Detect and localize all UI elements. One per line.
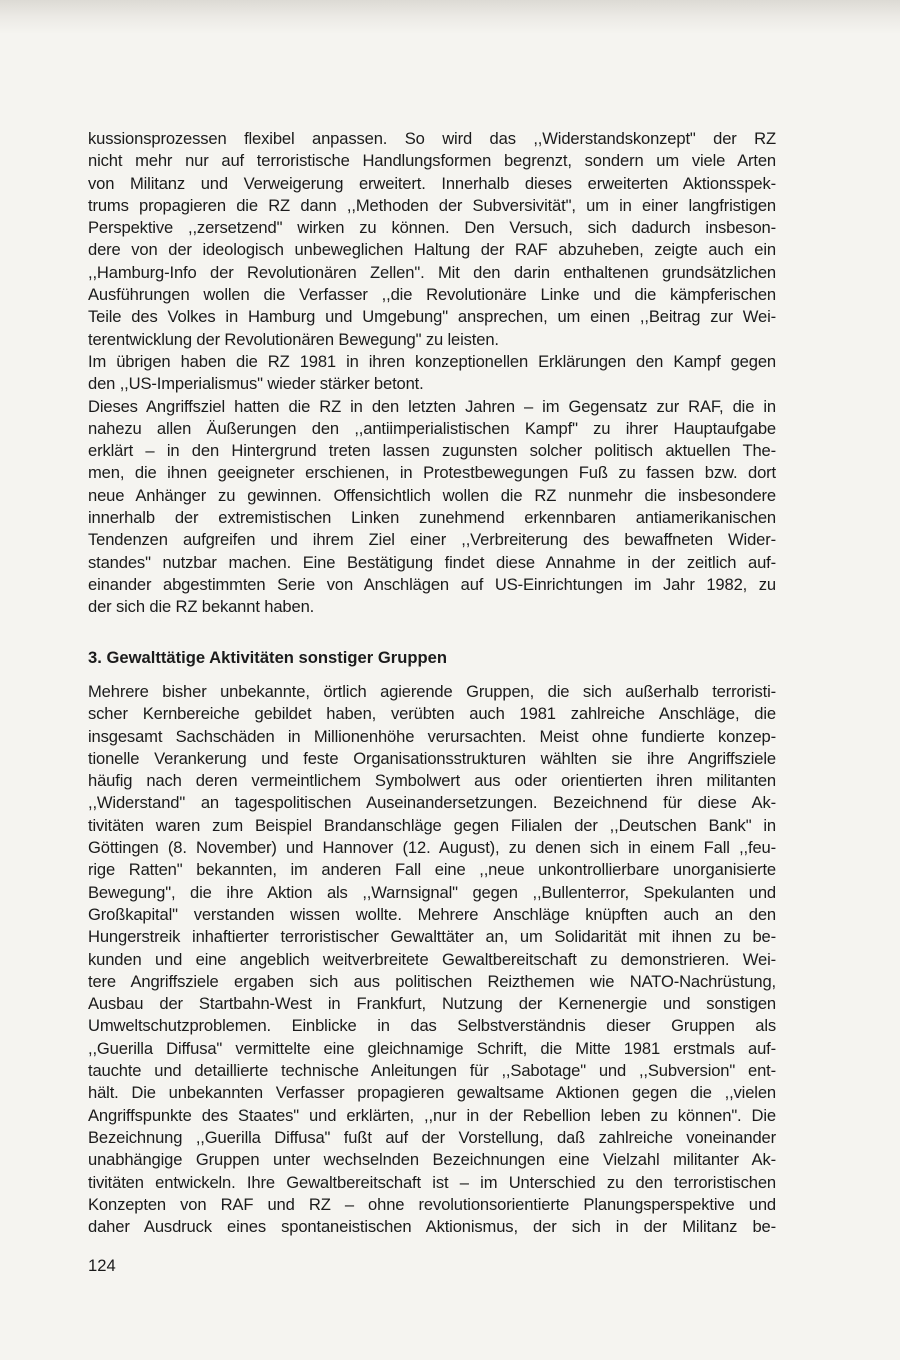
text-line: kunden und eine angeblich weitverbreitete Gewaltbereitschaft zu demonstrieren. Wei-	[88, 949, 776, 969]
body-text-lower	[88, 681, 776, 1238]
text-line: Umweltschutzproblemen. Einblicke in das Selbstverständnis dieser Gruppen als	[88, 1016, 776, 1036]
text-line: kussionsprozessen flexibel anpassen. So wird das ,,Widerstandskonzept" der RZ	[88, 129, 776, 148]
text-line: tere Angriffsziele ergaben sich aus politischen Reizthemen wie NATO-Nachrüstung,	[88, 971, 776, 991]
text-line: scher Kernbereiche gebildet haben, verübten auch 1981 zahlreiche Anschläge, die	[88, 704, 776, 724]
text-line: Konzepten von RAF und RZ – ohne revolutionsorientierte Planungsperspektive und	[88, 1194, 776, 1214]
text-line: Großkapital" verstanden wissen wollte. Mehrere Anschläge knüpften auch an den	[88, 904, 776, 924]
text-line: nicht mehr nur auf terroristische Handlungsformen begrenzt, sondern um viele Arten	[88, 151, 776, 171]
text-line: Dieses Angriffsziel hatten die RZ in den letzten Jahren – im Gegensatz zur RAF, die in	[88, 396, 776, 416]
text-line: insgesamt Sachschäden in Millionenhöhe verursachten. Meist ohne fundierte konzep-	[88, 726, 776, 746]
text-line: Perspektive ,,zersetzend" wirken zu können. Den Versuch, sich dadurch insbeson-	[88, 218, 776, 238]
text-line: Mehrere bisher unbekannte, örtlich agierende Gruppen, die sich außerhalb terroristi-	[88, 682, 776, 701]
text-line: tivitäten entwickeln. Ihre Gewaltbereitschaft ist – im Unterschied zu den terroristischen	[88, 1172, 776, 1192]
text-line: Bezeichnung ,,Guerilla Diffusa" fußt auf der Vorstellung, daß zahlreiche voneinander	[88, 1127, 776, 1147]
text-line: Im übrigen haben die RZ 1981 in ihren konzeptionellen Erklärungen den Kampf gegen	[88, 351, 776, 371]
section-heading: 3. Gewalttätige Aktivitäten sonstiger Gruppen	[88, 648, 447, 667]
page-number: 124	[88, 1256, 116, 1275]
text-line: hält. Die unbekannten Verfasser propagieren gewaltsame Aktionen gegen die ,,vielen	[88, 1083, 776, 1103]
text-line: rige Ratten" bekannten, im anderen Fall eine ,,neue unkontrollierbare unorganisierte	[88, 860, 776, 880]
text-line: Ausbau der Startbahn-West in Frankfurt, Nutzung der Kernenergie und sonstigen	[88, 994, 776, 1014]
text-line: von Militanz und Verweigerung erweitert. Innerhalb dieses erweiterten Aktionsspek-	[88, 173, 776, 193]
text-line: innerhalb der extremistischen Linken zunehmend erkennbaren antiamerikanischen	[88, 508, 776, 528]
text-line: daher Ausdruck eines spontaneistischen Aktionismus, der sich in der Militanz be-	[88, 1217, 776, 1237]
text-line: tionelle Verankerung und feste Organisationsstrukturen wählten sie ihre Angriffsziele	[88, 748, 776, 768]
text-line: Teile des Volkes in Hamburg und Umgebung" ansprechen, um einen ,,Beitrag zur Wei-	[88, 307, 776, 327]
text-line: Hungerstreik inhaftierter terroristischer Gewalttäter an, um Solidarität mit ihnen zu be-	[88, 927, 776, 947]
text-line: einander abgestimmten Serie von Anschlägen auf US-Einrichtungen im Jahr 1982, zu	[88, 574, 776, 594]
text-line: nahezu allen Äußerungen den ,,antiimperialistischen Kampf" zu ihrer Hauptaufgabe	[88, 418, 776, 438]
text-line: ,,Widerstand" an tagespolitischen Auseinandersetzungen. Bezeichnend für diese Ak-	[88, 793, 776, 813]
text-line: Göttingen (8. November) und Hannover (12. August), zu denen sich in einem Fall ,,feu-	[88, 838, 776, 858]
body-text-upper	[88, 128, 776, 619]
text-line: Bewegung", die ihre Aktion als ,,Warnsignal" gegen ,,Bullenterror, Spekulanten und	[88, 882, 776, 902]
text-line: trums propagieren die RZ dann ,,Methoden der Subversivität", um in einer langfristigen	[88, 195, 776, 215]
text-line: ,,Guerilla Diffusa" vermittelte eine gleichnamige Schrift, die Mitte 1981 erstmals auf-	[88, 1038, 776, 1058]
text-line: erklärt – in den Hintergrund treten lassen zugunsten solcher politisch aktuellen The-	[88, 441, 776, 461]
text-line: Angriffspunkte des Staates" und erklärten, ,,nur in der Rebellion leben zu können". Die	[88, 1105, 776, 1125]
text-line: ,,Hamburg-Info der Revolutionären Zellen". Mit den darin enthaltenen grundsätzlichen	[88, 262, 776, 282]
text-line: tauchte und detaillierte technische Anleitungen für ,,Sabotage" und ,,Subversion" ent-	[88, 1061, 776, 1081]
text-line: der sich die RZ bekannt haben.	[88, 597, 315, 617]
text-line: standes" nutzbar machen. Eine Bestätigung findet diese Annahme in der zeitlich auf-	[88, 552, 776, 572]
text-line: men, die ihnen geeigneter erschienen, in Protestbewegungen Fuß zu fassen bzw. dort	[88, 463, 776, 483]
text-line: häufig nach deren vermeintlichem Symbolwert aus oder orientierten ihren militanten	[88, 771, 776, 791]
text-line: dere von der ideologisch unbeweglichen Haltung der RAF abzuheben, zeigte auch ein	[88, 240, 776, 260]
text-line: den ,,US-Imperialismus" wieder stärker betont.	[88, 374, 424, 394]
text-line: unabhängige Gruppen unter wechselnden Bezeichnungen eine Vielzahl militanter Ak-	[88, 1150, 776, 1170]
text-line: terentwicklung der Revolutionären Bewegung" zu leisten.	[88, 329, 499, 349]
text-line: neue Anhänger zu gewinnen. Offensichtlich wollen die RZ nunmehr die insbesondere	[88, 485, 776, 505]
text-line: Tendenzen aufgreifen und ihrem Ziel einer ,,Verbreiterung des bewaffneten Wider-	[88, 530, 776, 550]
text-line: tivitäten waren zum Beispiel Brandanschläge gegen Filialen der ,,Deutschen Bank" in	[88, 815, 776, 835]
scan-edge-shading	[0, 0, 900, 34]
text-line: Ausführungen wollen die Verfasser ,,die Revolutionäre Linke und die kämpferischen	[88, 285, 776, 305]
